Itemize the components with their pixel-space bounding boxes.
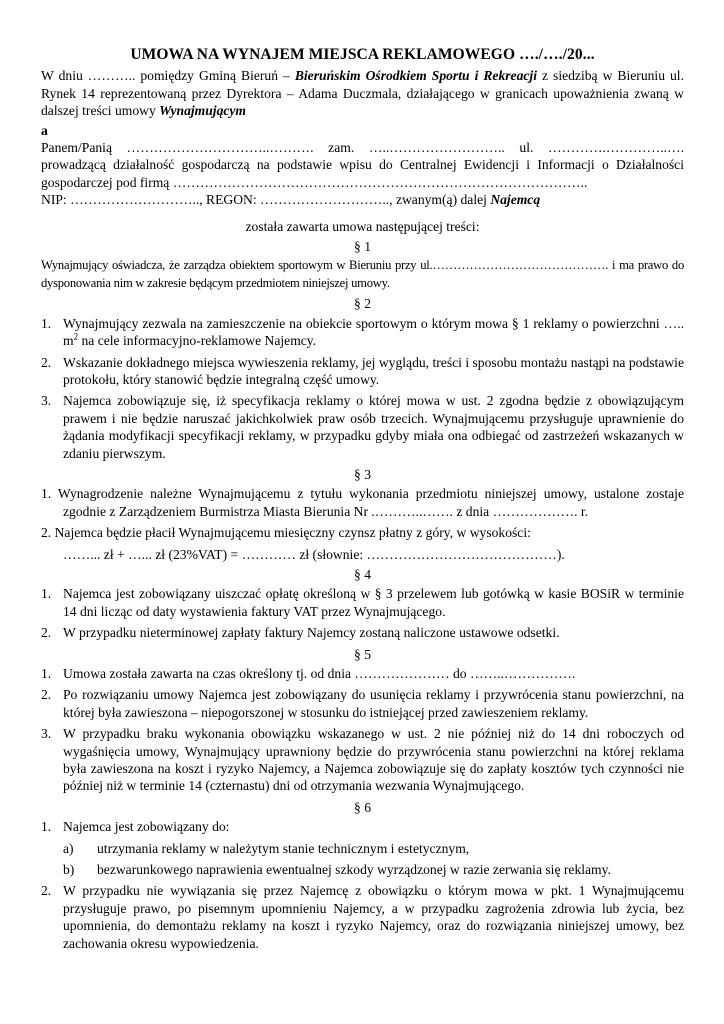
intro-tenant: Panem/Panią …………………………..………. zam. …..…………………….. ul. ………….…………..…. prowadzącą działalność gospodarczą na podstawie wpisu do Centralnej Ewidencji i Informacji o Działalności gospodarczej pod firmą ………………………………………………………………………………..	[41, 140, 684, 190]
document-title: UMOWA NA WYNAJEM MIEJSCA REKLAMOWEGO …./…./20...	[130, 46, 595, 63]
section-5-item: 2. Po rozwiązaniu umowy Najemca jest zobowiązany do usunięcia reklamy i przywrócenia stanu powierzchni, na której była zawieszona – niepogorszonej w stosunku do istniejącej przed zawieszeniem reklamy.	[41, 687, 684, 720]
section-5-item: 3. W przypadku braku wykonania obowiązku wskazanego w ust. 2 nie później niż do 14 dni roboczych od wygaśnięcia umowy, Wynajmujący uprawniony będzie do przywrócenia stanu powierzchni na której reklama była zawieszona na koszt i ryzyko Najemcy, a Najemca zobowiązuje się do zapłaty kosztów tych czynności nie później niż w terminie 14 (czternastu) dni od otrzymania wezwania Wynajmującego.	[41, 726, 684, 794]
section-4-item: 1. Najemca jest zobowiązany uiszczać opłatę określoną w § 3 przelewem lub gotówką w kasie BOSiR w terminie 14 dni licząc od daty wystawienia faktury VAT przez Wynajmującego.	[41, 586, 684, 619]
section-2-item: 1. Wynajmujący zezwala na zamieszczenie na obiekcie sportowym o którym mowa § 1 reklamy o powierzchni ….. $m^2$ na cele informacyjno-reklamowe Najemcy.	[41, 315, 684, 349]
section-6-subitem: b) bezwarunkowego naprawienia ewentualnej szkody wyrządzonej w razie zerwania się reklamy.	[63, 862, 611, 878]
intro-tenant-ids: NIP: ……………………….., REGON: ……………………….., zwanym(ą) dalej Najemcą	[41, 192, 541, 208]
section-1-text: Wynajmujący oświadcza, że zarządza obiektem sportowym w Bieruniu przy ul.……………………………………. i ma prawo do dysponowania nim w zakresie będącym przedmiotem niniejszej umowy.	[41, 258, 684, 290]
section-3-item: 2. Najemca będzie płacił Wynajmującemu miesięczny czynsz płatny z góry, w wysokości:	[41, 525, 531, 541]
section-3-formula: ……... zł + …... zł (23%VAT) = ………… zł (słownie: ……………………………………).	[63, 546, 565, 562]
section-3-heading: § 3	[354, 466, 371, 482]
section-4-heading: § 4	[354, 566, 371, 582]
intro-and: a	[41, 122, 48, 138]
concluded-text: została zawarta umowa następującej treści:	[245, 218, 480, 234]
section-6-item: 2. W przypadku nie wywiązania się przez Najemcę z obowiązku o którym mowa w pkt. 1 Wynajmującemu przysługuje prawo, po pisemnym upomnieniu Najemcy, a w przypadku zagrożenia zdrowia lub życia, bez upomnienia, do demontażu reklamy na koszt i ryzyko Najemcy, oraz do rozwiązania niniejszej umowy, bez zachowania okresu wypowiedzenia.	[41, 883, 684, 951]
section-2-item: 2. Wskazanie dokładnego miejsca wywieszenia reklamy, jej wyglądu, treści i sposobu montażu nastąpi na podstawie protokołu, który stanowić będzie integralną część umowy.	[41, 354, 684, 387]
section-4-item: 2. W przypadku nieterminowej zapłaty faktury Najemcy zostaną naliczone ustawowe odsetki.	[41, 625, 560, 641]
section-5-heading: § 5	[354, 646, 371, 662]
section-3-item: 1. Wynagrodzenie należne Wynajmującemu z tytułu wykonania przedmiotu niniejszej umowy, ustalone zostaje zgodnie z Zarządzeniem Burmistrza Miasta Bierunia Nr .………..……. z dnia ………………. r.	[41, 486, 684, 519]
section-6-item: 1. Najemca jest zobowiązany do:	[41, 819, 230, 835]
section-6-subitem: a) utrzymania reklamy w należytym stanie technicznym i estetycznym,	[63, 840, 470, 856]
section-2-heading: § 2	[354, 296, 371, 312]
section-6-heading: § 6	[354, 799, 371, 815]
intro-landlord: W dniu ……….. pomiędzy Gminą Bieruń – Bieruńskim Ośrodkiem Sportu i Rekreacji z siedzibą w Bieruniu ul. Rynek 14 reprezentowaną przez Dyrektora – Adama Duczmala, działającego w granicach upoważnienia zwaną w dalszej treści umowy Wynajmującym	[41, 68, 684, 119]
section-5-item: 1. Umowa została zawarta na czas określony tj. od dnia ………………… do ……..…………….	[41, 666, 576, 681]
section-2-item: 3. Najemca zobowiązuje się, iż specyfikacja reklamy o której mowa w ust. 2 zgodna będzie z obowiązującym prawem i nie będzie naruszać jakichkolwiek praw osób trzecich. Wynajmującemu przysługuje uprawnienie do żądania modyfikacji specyfikacji reklamy, w przypadku gdyby miała ona odbiegać od zastrzeżeń wskazanych w zdaniu pierwszym.	[41, 393, 684, 461]
section-1-heading: § 1	[354, 239, 371, 255]
